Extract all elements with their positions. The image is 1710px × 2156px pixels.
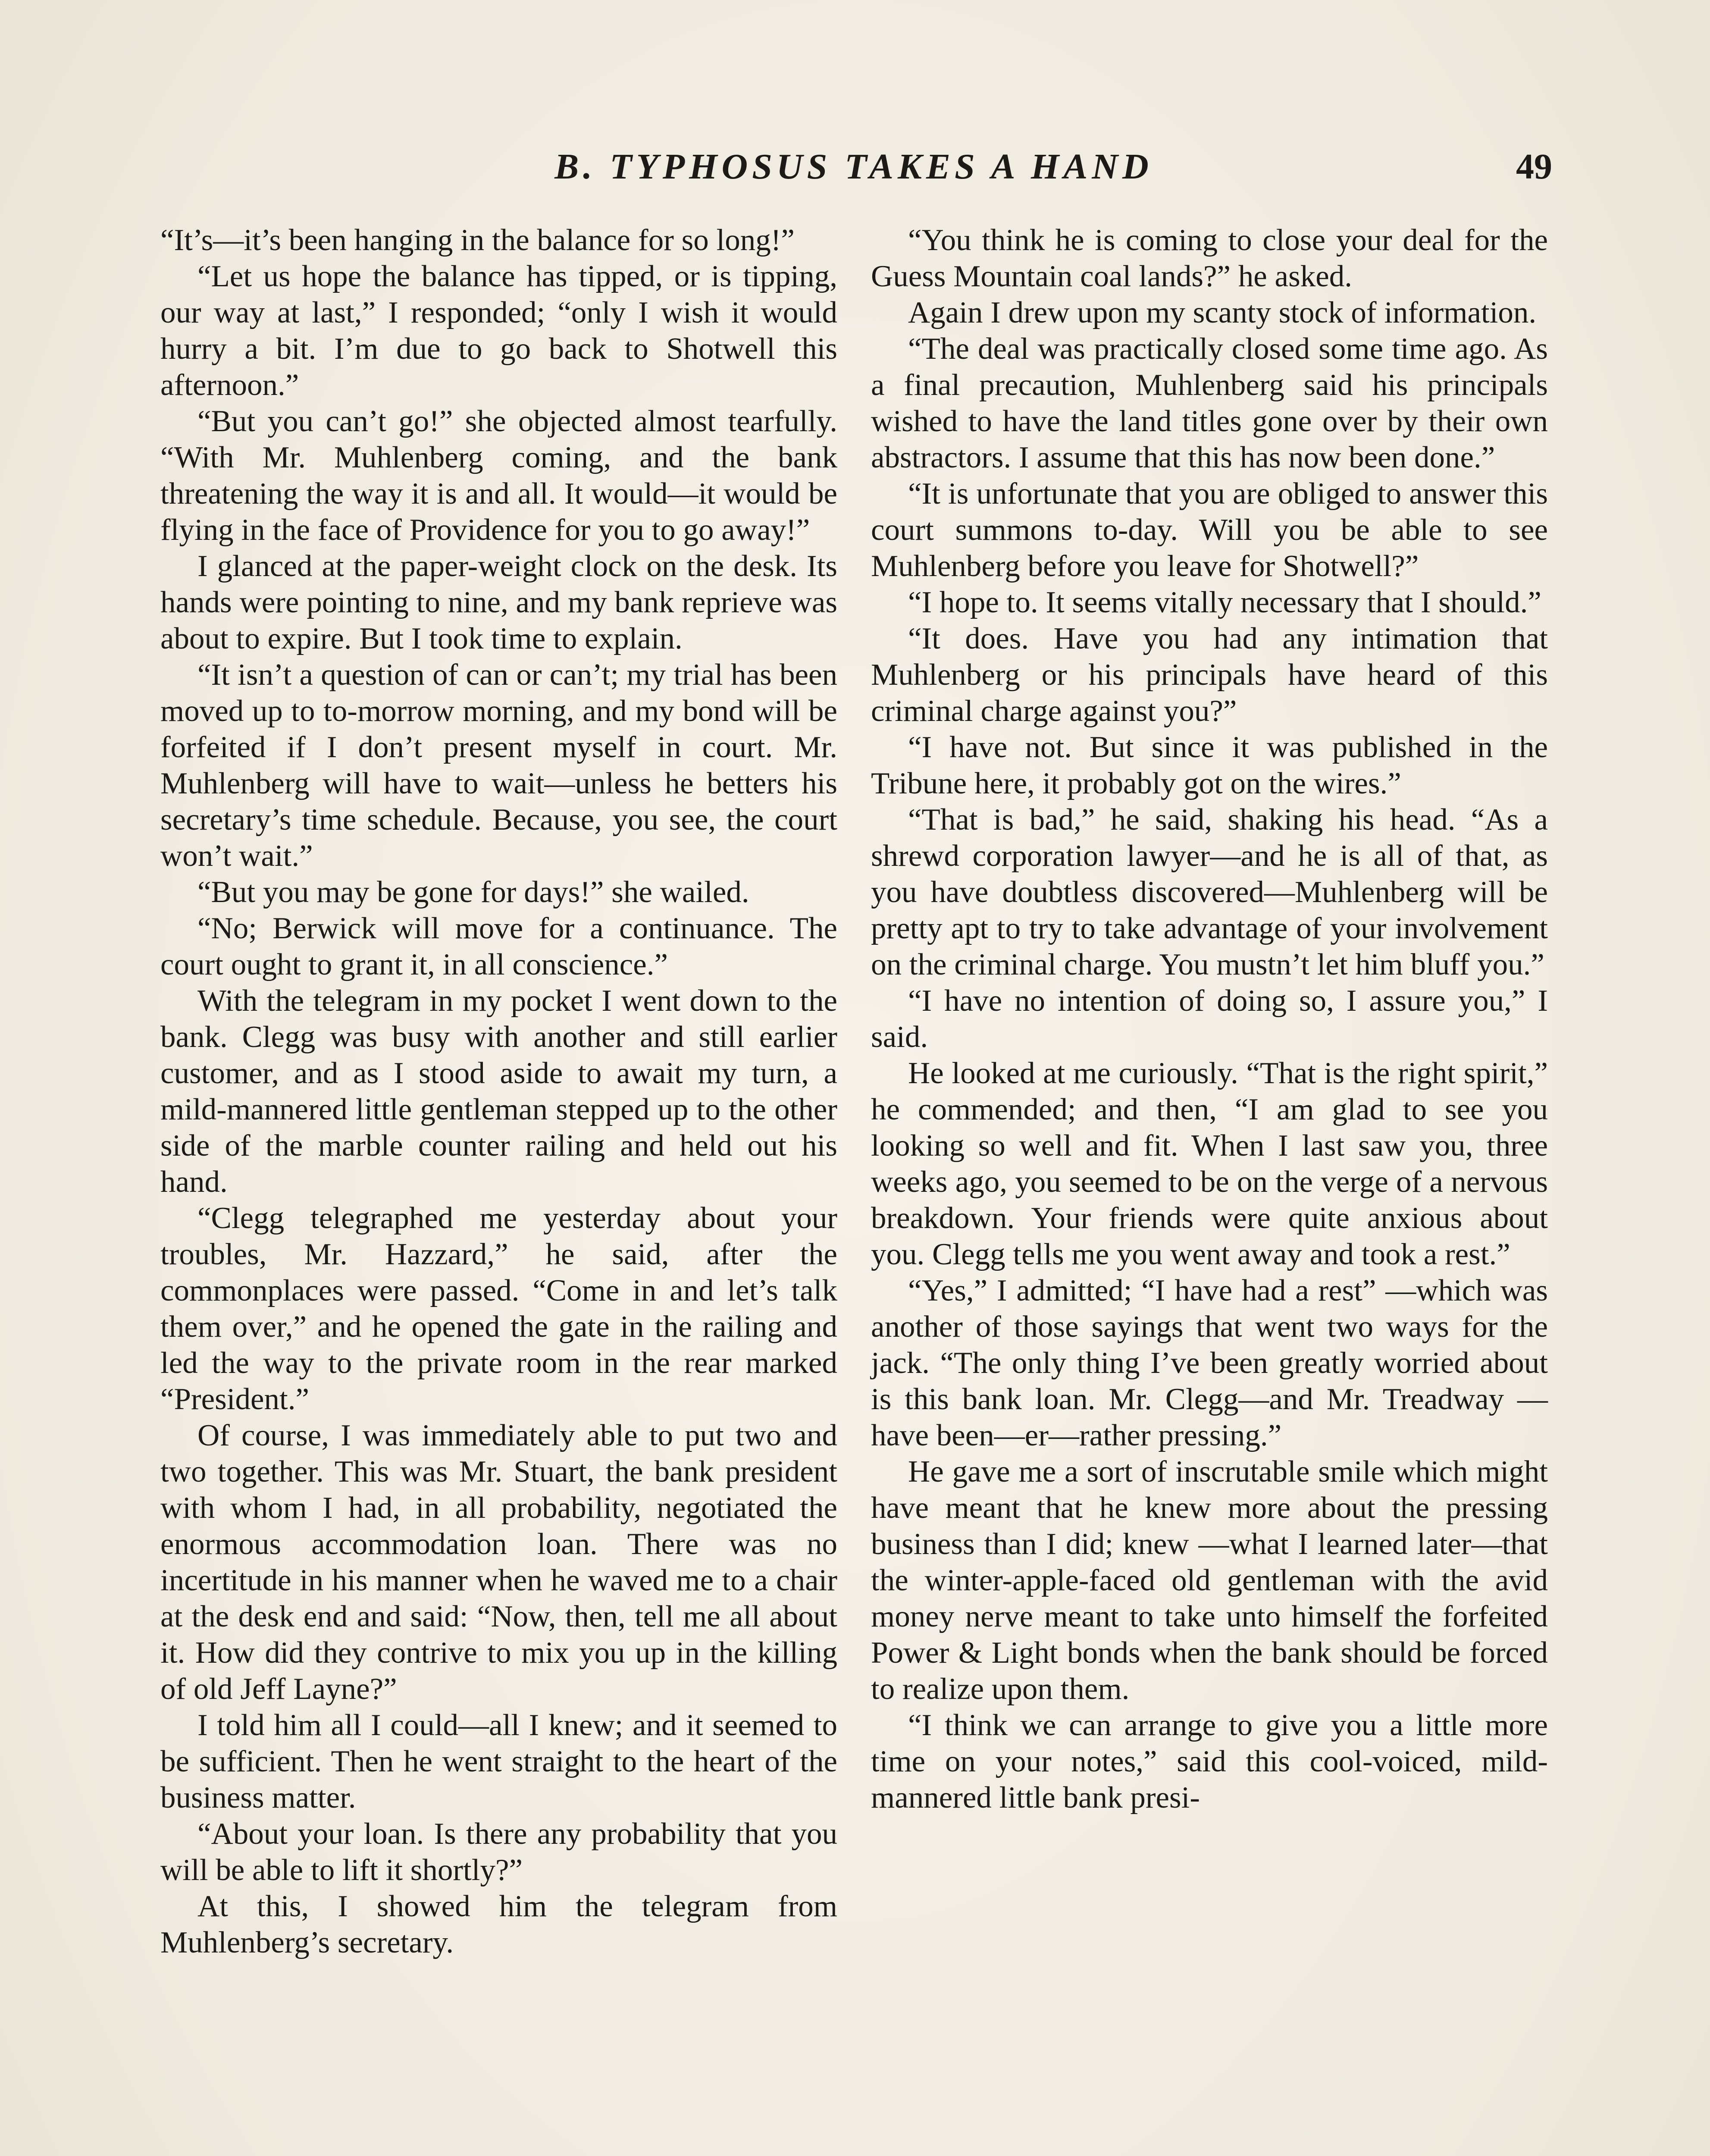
paragraph: “Yes,” I admitted; “I have had a rest” —which was another of those sayings that went two ways for the jack. “The only thing I’ve been greatly worried about is this bank loan. Mr. Clegg—and Mr. Treadway —have been—er—rather pressing.” [871,1274,1548,1452]
paragraph: I glanced at the paper-weight clock on the desk. Its hands were pointing to nine, and my bank reprieve was about to expire. But I took time to explain. [160,549,837,655]
page-header [155,146,1552,193]
paragraph: Of course, I was immediately able to put two and two together. This was Mr. Stuart, the bank president with whom I had, in all probability, negotiated the enormous accommodation loan. There was no incertitude in his manner when he waved me to a chair at the desk end and said: “Now, then, tell me all about it. How did they contrive to mix you up in the killing of old Jeff Layne?” [160,1419,837,1706]
paragraph: “You think he is coming to close your deal for the Guess Mountain coal lands?” he asked. [871,223,1548,293]
paragraph: “That is bad,” he said, shaking his head. “As a shrewd corporation lawyer—and he is all of that, as you have doubtless discovered—Muhlenberg will be pretty apt to try to take advantage of your involvement on the criminal charge. You mustn’t let him bluff you.” [871,803,1548,981]
paragraph: “But you may be gone for days!” she wailed. [197,875,749,909]
right-column [871,222,1548,1816]
paragraph: I told him all I could—all I knew; and it seemed to be sufficient. Then he went straight to the heart of the business matter. [160,1708,837,1814]
paragraph: “But you can’t go!” she objected almost tearfully. “With Mr. Muhlenberg coming, and the bank threatening the way it is and all. It would—it would be flying in the face of Providence for you to go away!” [160,404,837,547]
paragraph: “It is unfortunate that you are obliged to answer this court summons to-day. Will you be able to see Muhlenberg before you leave for Shotwell?” [871,477,1548,583]
paragraph: “I think we can arrange to give you a little more time on your notes,” said this cool-voiced, mild-mannered little bank presi- [871,1708,1548,1814]
paragraph: “Let us hope the balance has tipped, or is tipping, our way at last,” I responded; “only I wish it would hurry a bit. I’m due to go back to Shotwell this afternoon.” [160,260,837,402]
paragraph: “I have no intention of doing so, I assure you,” I said. [871,984,1548,1054]
paragraph: “It’s—it’s been hanging in the balance for so long!” [160,223,795,257]
running-title: B. TYPHOSUS TAKES A HAND [554,147,1153,187]
paragraph: At this, I showed him the telegram from Muhlenberg’s secretary. [160,1890,837,1959]
paragraph: Again I drew upon my scanty stock of information. [908,296,1537,329]
paragraph: “I hope to. It seems vitally necessary that I should.” [908,586,1541,619]
paragraph: “No; Berwick will move for a continuance. The court ought to grant it, in all conscience.” [160,912,837,981]
paragraph: He gave me a sort of inscrutable smile which might have meant that he knew more about the pressing business than I did; knew —what I learned later—that the winter-apple-faced old gentleman with the avid money nerve meant to take unto himself the forfeited Power & Light bonds when the bank should be forced to realize upon them. [871,1455,1548,1706]
page-number: 49 [1516,147,1552,187]
paragraph: With the telegram in my pocket I went down to the bank. Clegg was busy with another and still earlier customer, and as I stood aside to await my turn, a mild-mannered little gentleman stepped up to the other side of the marble counter railing and held out his hand. [160,984,837,1199]
paragraph: “I have not. But since it was published in the Tribune here, it probably got on the wires.” [871,730,1548,800]
left-column [160,222,837,1961]
paragraph: “About your loan. Is there any probability that you will be able to lift it shortly?” [160,1817,837,1887]
paragraph: “It does. Have you had any intimation that Muhlenberg or his principals have heard of this criminal charge against you?” [871,622,1548,728]
paragraph: “The deal was practically closed some time ago. As a final precaution, Muhlenberg said his principals wished to have the land titles gone over by their own abstractors. I assume that this has now been done.” [871,332,1548,474]
paragraph: He looked at me curiously. “That is the right spirit,” he commended; and then, “I am glad to see you looking so well and fit. When I last saw you, three weeks ago, you seemed to be on the verge of a nervous breakdown. Your friends were quite anxious about you. Clegg tells me you went away and took a rest.” [871,1056,1548,1271]
paragraph: “It isn’t a question of can or can’t; my trial has been moved up to to-morrow morning, and my bond will be forfeited if I don’t present myself in court. Mr. Muhlenberg will have to wait—unless he betters his secretary’s time schedule. Because, you see, the court won’t wait.” [160,658,837,873]
paragraph: “Clegg telegraphed me yesterday about your troubles, Mr. Hazzard,” he said, after the commonplaces were passed. “Come in and let’s talk them over,” and he opened the gate in the railing and led the way to the private room in the rear marked “President.” [160,1201,837,1416]
